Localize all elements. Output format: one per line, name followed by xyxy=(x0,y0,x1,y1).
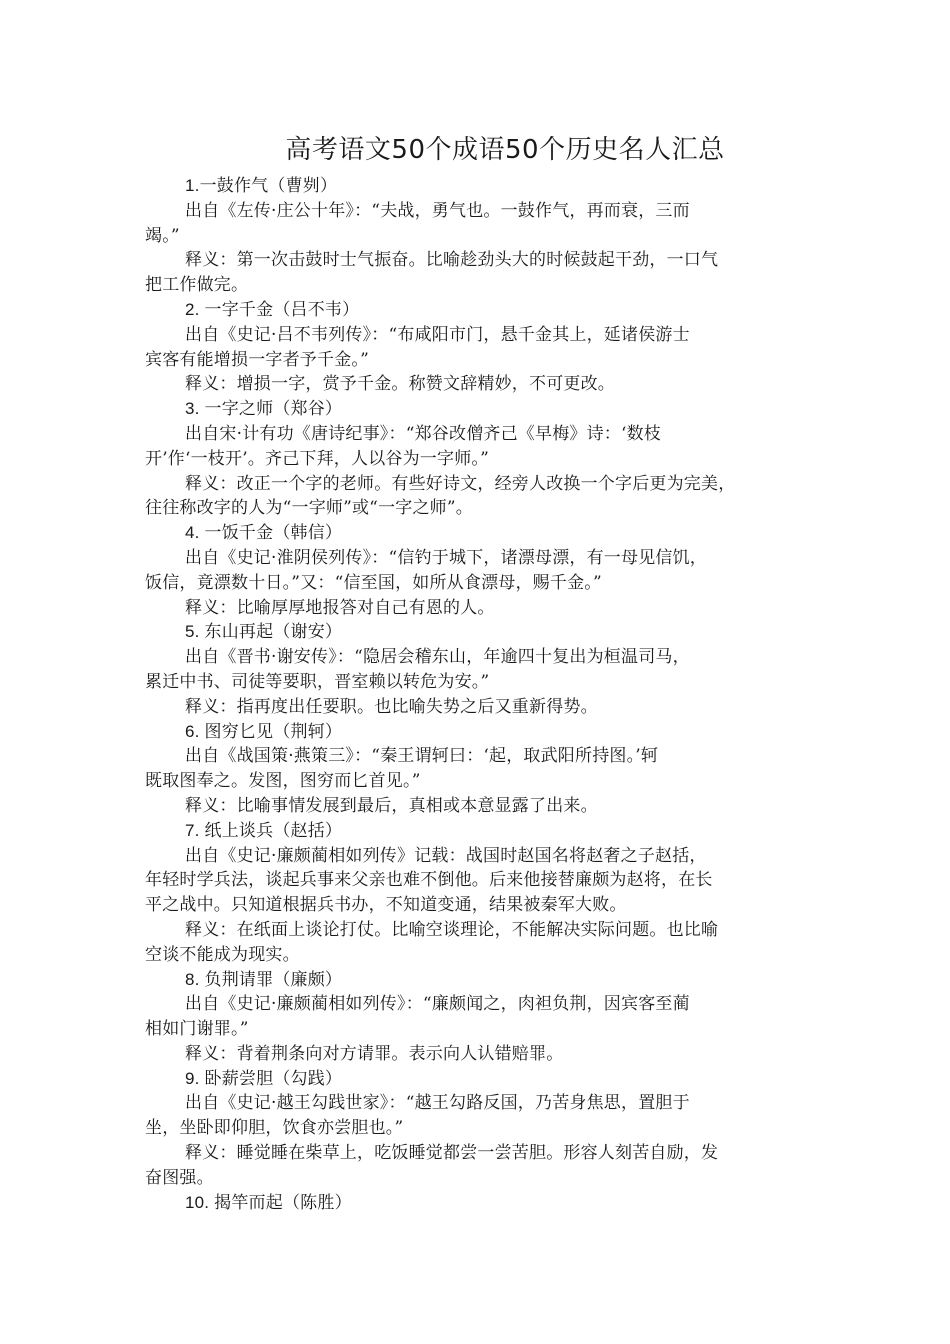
entry-person: （荆轲） xyxy=(273,721,343,742)
entry-source-line: 出自《史记·廉颇蔺相如列传》记载：战国时赵国名将赵奢之子赵括， xyxy=(185,845,707,866)
idiom-entry xyxy=(145,397,809,521)
idiom-entry xyxy=(145,968,809,1067)
entry-heading xyxy=(145,968,809,993)
entry-idiom: 卧薪尝胆 xyxy=(204,1068,274,1089)
idiom-entry xyxy=(145,620,809,719)
entry-source-line: 出自《史记·越王勾践世家》：“越王勾路反国，乃苦身焦思，置胆于 xyxy=(185,1093,690,1114)
entry-heading xyxy=(145,397,809,422)
entry-person: （郑谷） xyxy=(273,399,343,420)
entry-person: （谢安） xyxy=(273,622,343,643)
idiom-entry xyxy=(145,1191,809,1216)
entry-number: 9. xyxy=(185,1068,205,1088)
entry-idiom: 揭竿而起 xyxy=(214,1192,283,1213)
entry-source-line: 出自《晋书·谢安传》：“隐居会稽东山，年逾四十复出为桓温司马， xyxy=(185,647,690,668)
entry-number: 4. xyxy=(185,523,205,543)
entry-person: （曹刿） xyxy=(268,176,338,196)
entry-number: 5. xyxy=(185,622,205,642)
entry-source-line: 年轻时学兵法，谈起兵事来父亲也难不倒他。后来他接替廉颇为赵将，在长 xyxy=(145,870,713,891)
entry-heading xyxy=(145,620,809,645)
idiom-entry xyxy=(145,720,809,819)
entry-source-line: 饭信，竟漂数十日。”又：“信至国，如所从食漂母，赐千金。” xyxy=(145,572,602,593)
entry-idiom: 图穷匕见 xyxy=(204,721,274,742)
entry-meaning-line: 释义：比喻厚厚地报答对自己有恩的人。 xyxy=(185,597,495,618)
entry-meaning-line: 释义：指再度出任要职。也比喻失势之后又重新得势。 xyxy=(185,696,598,717)
entry-number: 3. xyxy=(185,399,205,419)
entry-source-line: 出自《左传·庄公十年》：“夫战，勇气也。一鼓作气，再而衰，三而 xyxy=(185,200,690,221)
entry-source-line: 出自《史记·淮阴侯列传》：“信钓于城下，诸漂母漂，有一母见信饥， xyxy=(185,547,707,568)
entry-source-line: 宾客有能增损一字者予千金。” xyxy=(145,349,369,370)
entry-person: （吕不韦） xyxy=(273,299,360,320)
entry-source-line: 平之战中。只知道根据兵书办，不知道变通，结果被秦军大败。 xyxy=(145,895,627,916)
entry-source-line: 出自宋·计有功《唐诗纪事》：“郑谷改僧齐己《早梅》诗：‘数枝 xyxy=(185,423,661,444)
entry-number: 6. xyxy=(185,721,205,741)
entry-source-line: 竭。” xyxy=(145,225,180,246)
entry-meaning-line: 释义：背着荆条向对方请罪。表示向人认错赔罪。 xyxy=(185,1043,564,1064)
entry-meaning-line: 把工作做完。 xyxy=(145,275,249,296)
entry-source-line: 相如门谢罪。” xyxy=(145,1019,249,1040)
entry-meaning-line: 往往称改字的人为“一字师”或“一字之师”。 xyxy=(145,498,473,519)
entry-source-line: 出自《战国策·燕策三》：“秦王谓轲曰：‘起，取武阳所持图。’轲 xyxy=(185,746,659,767)
entry-person: （韩信） xyxy=(273,523,343,544)
entry-idiom: 一鼓作气 xyxy=(199,176,269,196)
entry-meaning-line: 释义：第一次击鼓时士气振奋。比喻趁劲头大的时候鼓起干劲，一口气 xyxy=(185,250,719,271)
entry-source-line: 出自《史记·廉颇蔺相如列传》：“廉颇闻之，肉袒负荆，因宾客至蔺 xyxy=(185,994,690,1015)
entry-heading xyxy=(145,298,809,323)
document-body xyxy=(145,174,809,1215)
entry-person: （陈胜） xyxy=(282,1192,352,1213)
entry-source-line: 开’作‘一枝开’。齐己下拜，人以谷为一字师。” xyxy=(145,448,490,469)
entry-meaning-line: 释义：增损一字，赏予千金。称赞文辞精妙，不可更改。 xyxy=(185,374,615,395)
idiom-entry xyxy=(145,1067,809,1191)
entry-heading xyxy=(145,720,809,745)
entry-meaning-line: 释义：在纸面上谈论打仗。比喻空谈理论，不能解决实际问题。也比喻 xyxy=(185,919,719,940)
entry-meaning-line: 释义：睡觉睡在柴草上，吃饭睡觉都尝一尝苦胆。形容人刻苦自励，发 xyxy=(185,1143,719,1164)
entry-person: （廉颇） xyxy=(273,969,343,990)
entry-meaning-line: 空谈不能成为现实。 xyxy=(145,944,300,965)
idiom-entry xyxy=(145,174,809,298)
idiom-entry xyxy=(145,521,809,620)
entry-number: 10. xyxy=(185,1192,215,1212)
entry-heading xyxy=(145,819,809,844)
entry-source-line: 坐，坐卧即仰胆，饮食亦尝胆也。” xyxy=(145,1118,404,1139)
entry-idiom: 一字千金 xyxy=(204,299,274,320)
entry-number: 1. xyxy=(185,176,200,195)
entry-number: 8. xyxy=(185,969,205,989)
entry-heading xyxy=(145,174,809,199)
idiom-entry xyxy=(145,298,809,397)
entry-number: 7. xyxy=(185,820,205,840)
entry-source-line: 累迁中书、司徒等要职，晋室赖以转危为安。” xyxy=(145,671,490,692)
idiom-entry xyxy=(145,819,809,968)
entry-idiom: 一饭千金 xyxy=(204,523,274,544)
entry-idiom: 负荆请罪 xyxy=(204,969,274,990)
entry-person: （赵括） xyxy=(273,820,343,841)
entry-idiom: 一字之师 xyxy=(204,399,274,420)
entry-idiom: 纸上谈兵 xyxy=(204,820,274,841)
entry-heading xyxy=(145,1191,809,1216)
entry-meaning-line: 奋图强。 xyxy=(145,1167,214,1188)
entry-source-line: 出自《史记·吕不韦列传》：“布咸阳市门，悬千金其上，延诸侯游士 xyxy=(185,324,690,345)
entry-person: （勾践） xyxy=(273,1068,343,1089)
entry-heading xyxy=(145,521,809,546)
entry-number: 2. xyxy=(185,299,205,319)
entry-idiom: 东山再起 xyxy=(204,622,274,643)
entry-meaning-line: 释义：改正一个字的老师。有些好诗文，经旁人改换一个字后更为完美， xyxy=(185,473,736,494)
page-title: 高考语文50个成语50个历史名人汇总 xyxy=(285,135,725,165)
entry-meaning-line: 释义：比喻事情发展到最后，真相或本意显露了出来。 xyxy=(185,795,598,816)
entry-source-line: 既取图奉之。发图，图穷而匕首见。” xyxy=(145,771,421,792)
entry-heading xyxy=(145,1067,809,1092)
